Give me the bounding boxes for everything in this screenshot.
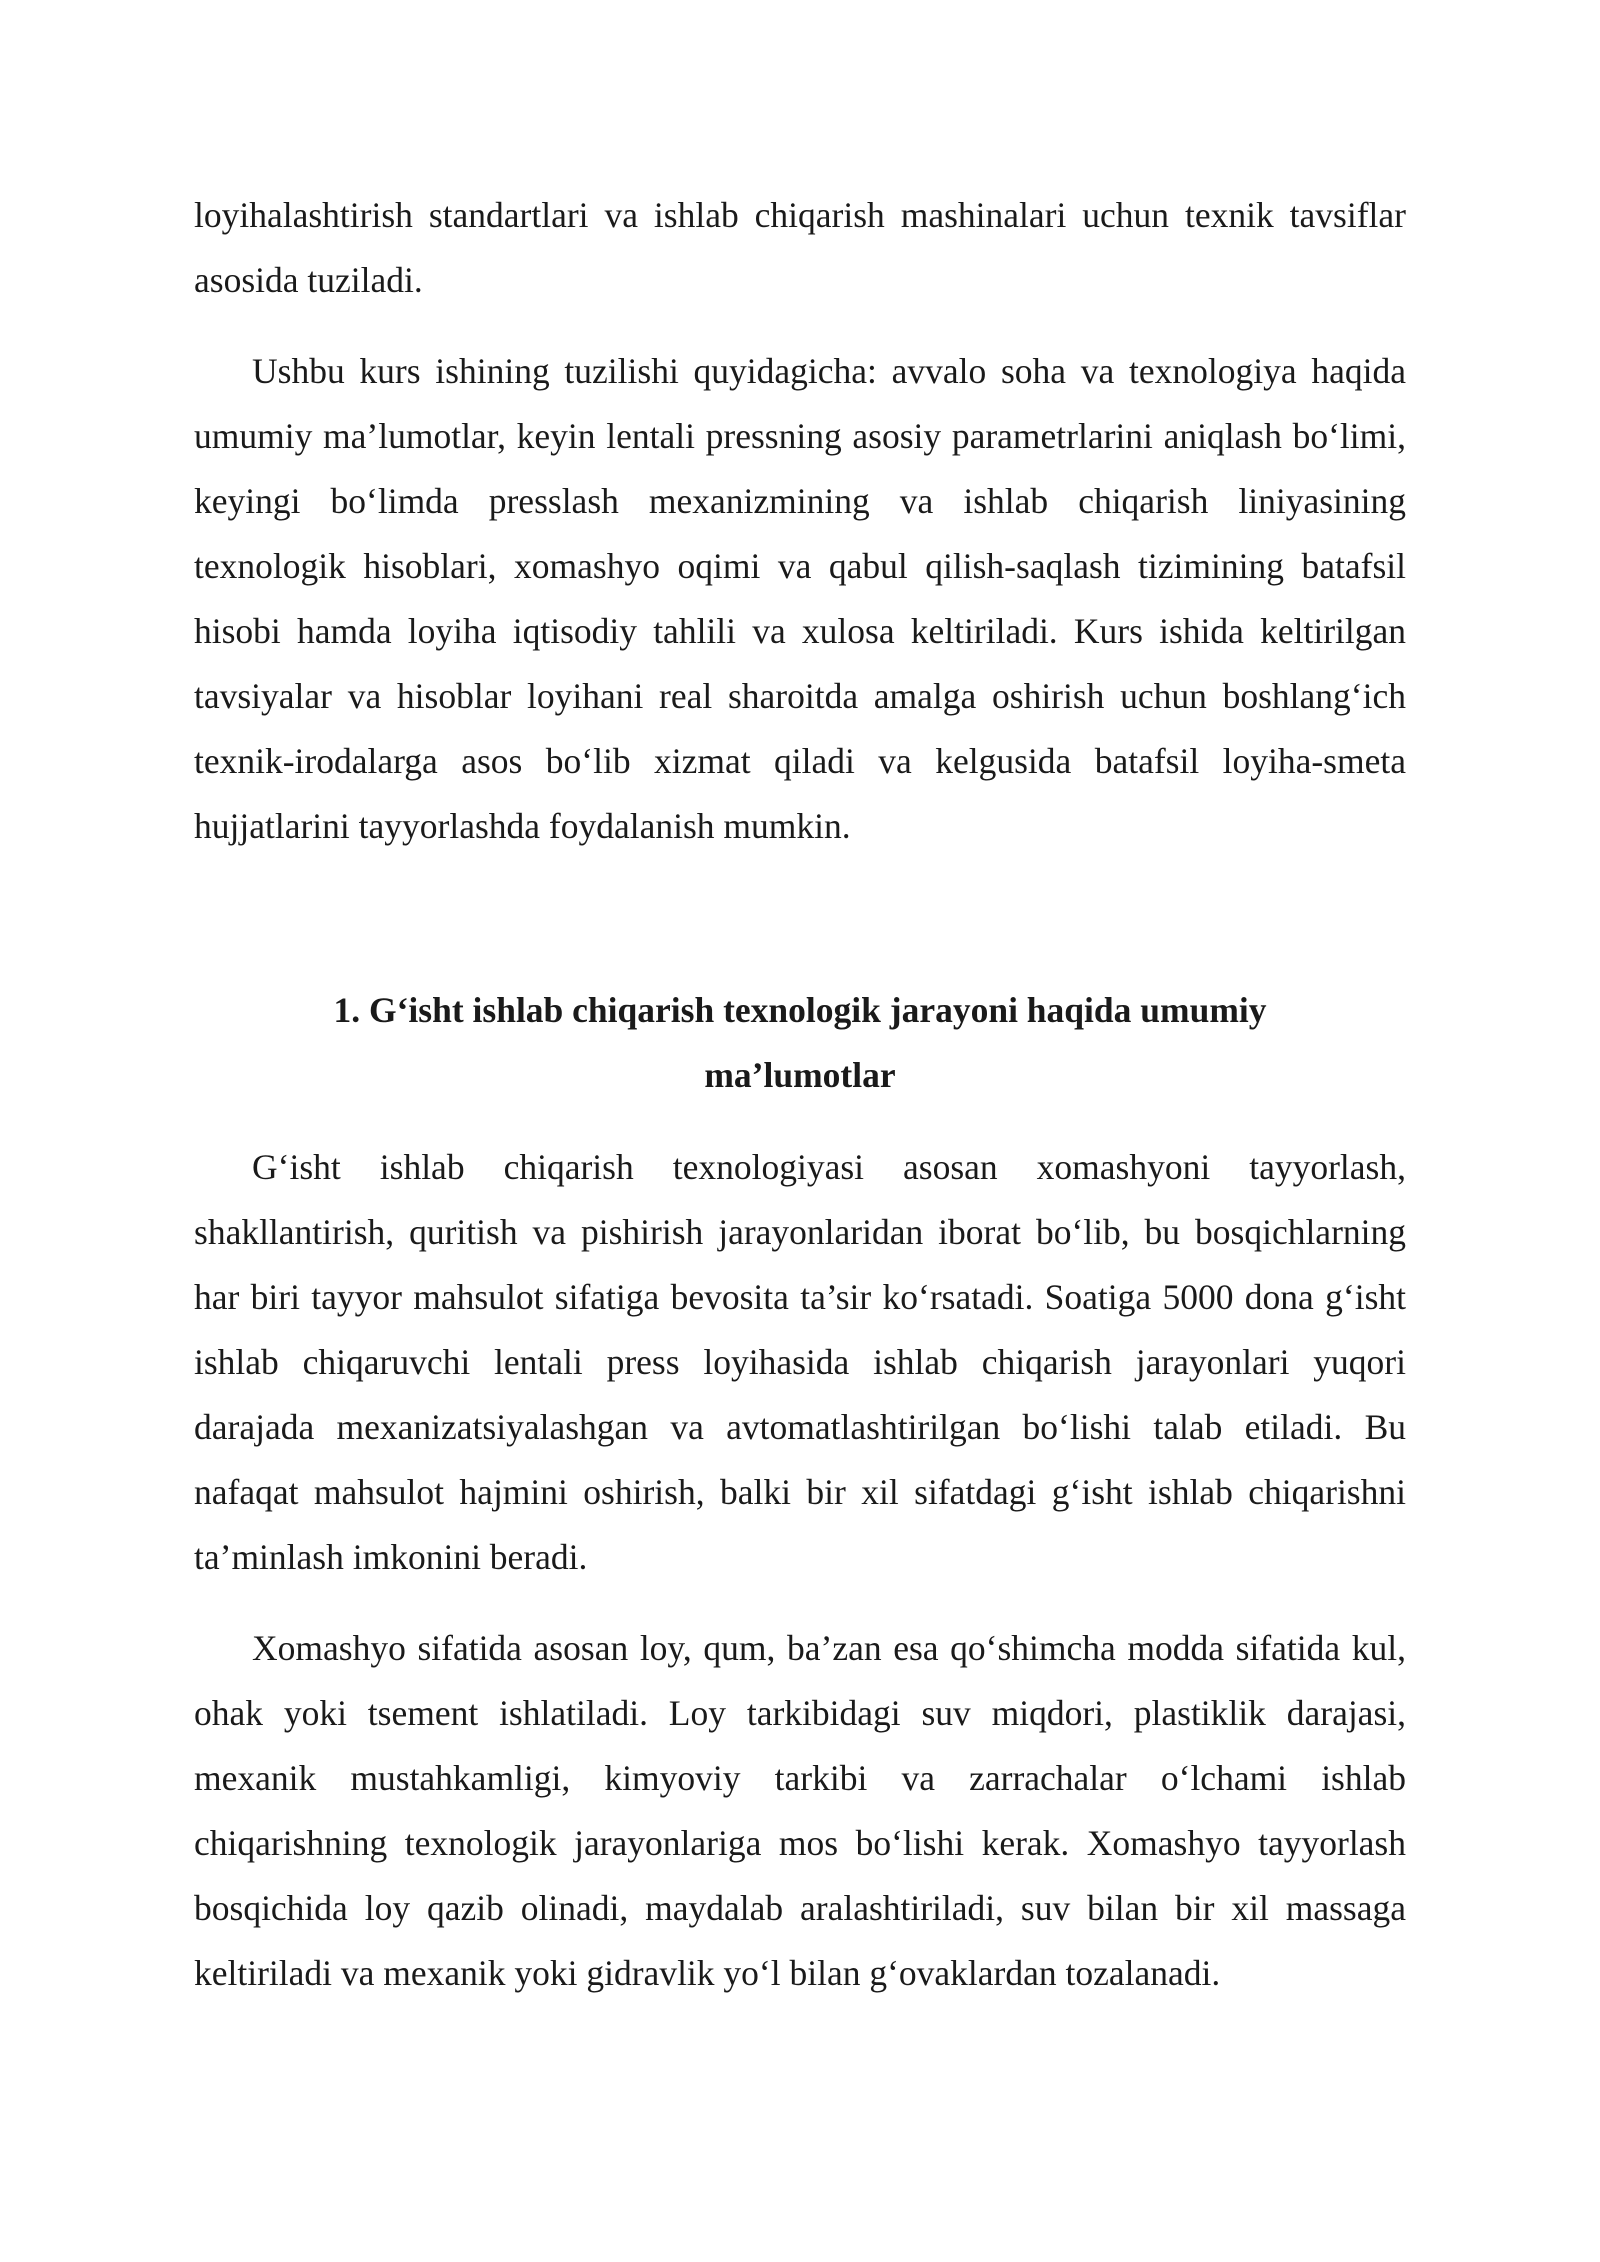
section-paragraph-technology: G‘isht ishlab chiqarish texnologiyasi asosan xomashyoni tayyorlash, shakllantirish, quritish va pishirish jarayonlaridan iborat bo‘lib, bu bosqichlarning har biri tayyor mahsulot sifatiga bevosita ta’sir ko‘rsatadi. Soatiga 5000 dona g‘isht ishlab chiqaruvchi lentali press loyihasida ishlab chiqarish jarayonlari yuqori darajada mexanizatsiyalashgan va avtomatlashtirilgan bo‘lishi talab etiladi. Bu nafaqat mahsulot hajmini oshirish, balki bir xil sifatdagi g‘isht ishlab chiqarishni ta’minlash imkonini beradi. xyxy=(194,1147,1406,1577)
intro-structure-paragraph: Ushbu kurs ishining tuzilishi quyidagicha: avvalo soha va texnologiya haqida umumiy ma’lumotlar, keyin lentali pressning asosiy parametrlarini aniqlash bo‘limi, keyingi bo‘limda presslash mexanizmining va ishlab chiqarish liniyasining texnologik hisoblari, xomashyo oqimi va qabul qilish-saqlash tizimining batafsil hisobi hamda loyiha iqtisodiy tahlili va xulosa keltiriladi. Kurs ishida keltirilgan tavsiyalar va hisoblar loyihani real sharoitda amalga oshirish uchun boshlang‘ich texnik-irodalarga asos bo‘lib xizmat qiladi va kelgusida batafsil loyiha-smeta hujjatlarini tayyorlashda foydalanish mumkin. xyxy=(194,351,1406,846)
section-body xyxy=(194,1135,1406,2006)
section-heading-line-1: 1. G‘isht ishlab chiqarish texnologik jarayoni haqida umumiy xyxy=(333,990,1267,1030)
intro-section xyxy=(194,183,1406,859)
section-heading xyxy=(194,978,1406,1108)
section-paragraph-raw-materials: Xomashyo sifatida asosan loy, qum, ba’zan esa qo‘shimcha modda sifatida kul, ohak yoki tsement ishlatiladi. Loy tarkibidagi suv miqdori, plastiklik darajasi, mexanik mustahkamligi, kimyoviy tarkibi va zarrachalar o‘lchami ishlab chiqarishning texnologik jarayonlariga mos bo‘lishi kerak. Xomashyo tayyorlash bosqichida loy qazib olinadi, maydalab aralashtiriladi, suv bilan bir xil massaga keltiriladi va mexanik yoki gidravlik yo‘l bilan g‘ovaklardan tozalanadi. xyxy=(194,1628,1406,1993)
section-heading-line-2: ma’lumotlar xyxy=(704,1055,896,1095)
intro-continuation-paragraph: loyihalashtirish standartlari va ishlab chiqarish mashinalari uchun texnik tavsiflar asosida tuziladi. xyxy=(194,195,1406,300)
